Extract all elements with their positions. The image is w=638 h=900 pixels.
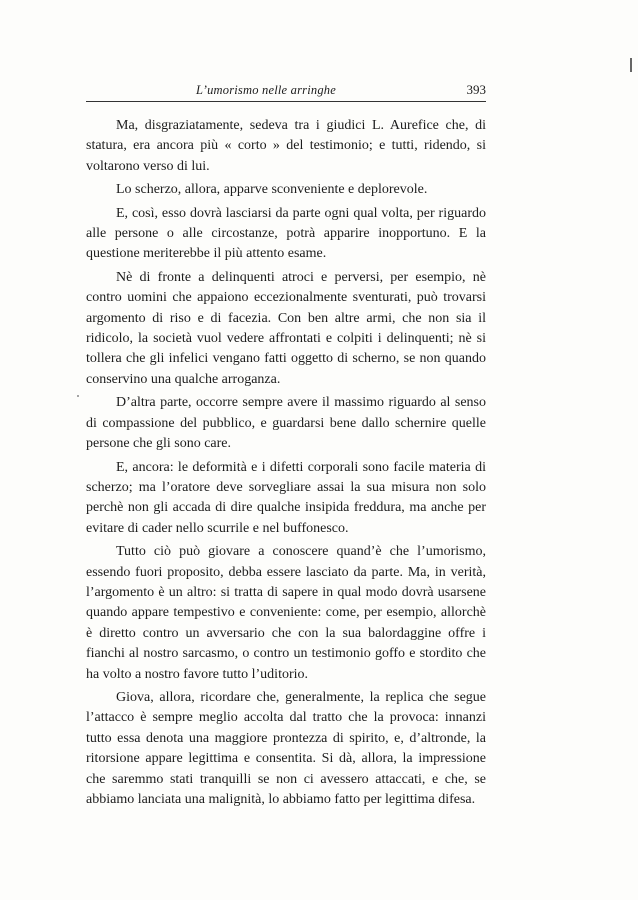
paragraph: Giova, allora, ricordare che, generalmente, la replica che segue l’attacco è sempre meglio accolta dal tratto che la provoca: innanzi tutto essa denota una maggiore prontezza di spirito, e, d’altronde, la ritorsione appare legittima e consentita. Si dà, allora, la impressione che saremmo stati tranquilli se non ci avessero attaccati, e che, se abbiamo lanciata una malignità, lo abbiamo fatto per legittima difesa. [86, 689, 486, 807]
body-text [86, 116, 486, 813]
paragraph: Lo scherzo, allora, apparve sconveniente e deplorevole. [116, 182, 428, 198]
header-rule [86, 101, 486, 102]
paragraph: E, così, esso dovrà lasciarsi da parte ogni qual volta, per riguardo alle persone o alle circostanze, potrà apparire inopportuno. E la questione meriterebbe il più attento esame. [86, 205, 486, 262]
paragraph: E, ancora: le deformità e i difetti corporali sono facile materia di scherzo; ma l’oratore deve sorvegliare assai la sua misura non solo perchè non gli accada di dire qualche insipida freddura, ma anche per evitare di cader nello scurrile e nel buffonesco. [86, 459, 486, 536]
paragraph: Tutto ciò può giovare a conoscere quand’è che l’umorismo, essendo fuori proposito, debba essere lasciato da parte. Ma, in verità, l’argomento è un altro: si tratta di sapere in qual modo dovrà usarsene quando appare tempestivo e conveniente: come, per esempio, allorchè è diretto contro un avversario che con la sua balordaggine offre i fianchi al nostro sarcasmo, o contro un testimonio goffo e stordito che ha volto a nostro favore tutto l’uditorio. [86, 544, 486, 682]
running-head [86, 82, 486, 102]
page-number: 393 [466, 82, 486, 97]
running-title: L’umorismo nelle arringhe [196, 83, 336, 97]
scan-edge-mark [630, 58, 632, 72]
paragraph: D’altra parte, occorre sempre avere il massimo riguardo al senso di compassione del pubblico, e guardarsi bene dallo schernire quelle persone che gli sono care. [86, 395, 486, 452]
paragraph: Ma, disgraziatamente, sedeva tra i giudici L. Aurefice che, di statura, era ancora più « corto » del testimonio; e tutti, ridendo, si voltarono verso di lui. [86, 118, 486, 174]
scan-speck [77, 395, 79, 397]
paragraph: Nè di fronte a delinquenti atroci e perversi, per esempio, nè contro uomini che appaiono eccezionalmente sventurati, può trovarsi argomento di riso e di facezia. Con ben altre armi, che non sia il ridicolo, la società vuol vedere affrontati e colpiti i delinquenti; nè si tollera che gli infelici vengano fatti oggetto di scherno, se non quando conservino una qualche arroganza. [86, 269, 486, 387]
